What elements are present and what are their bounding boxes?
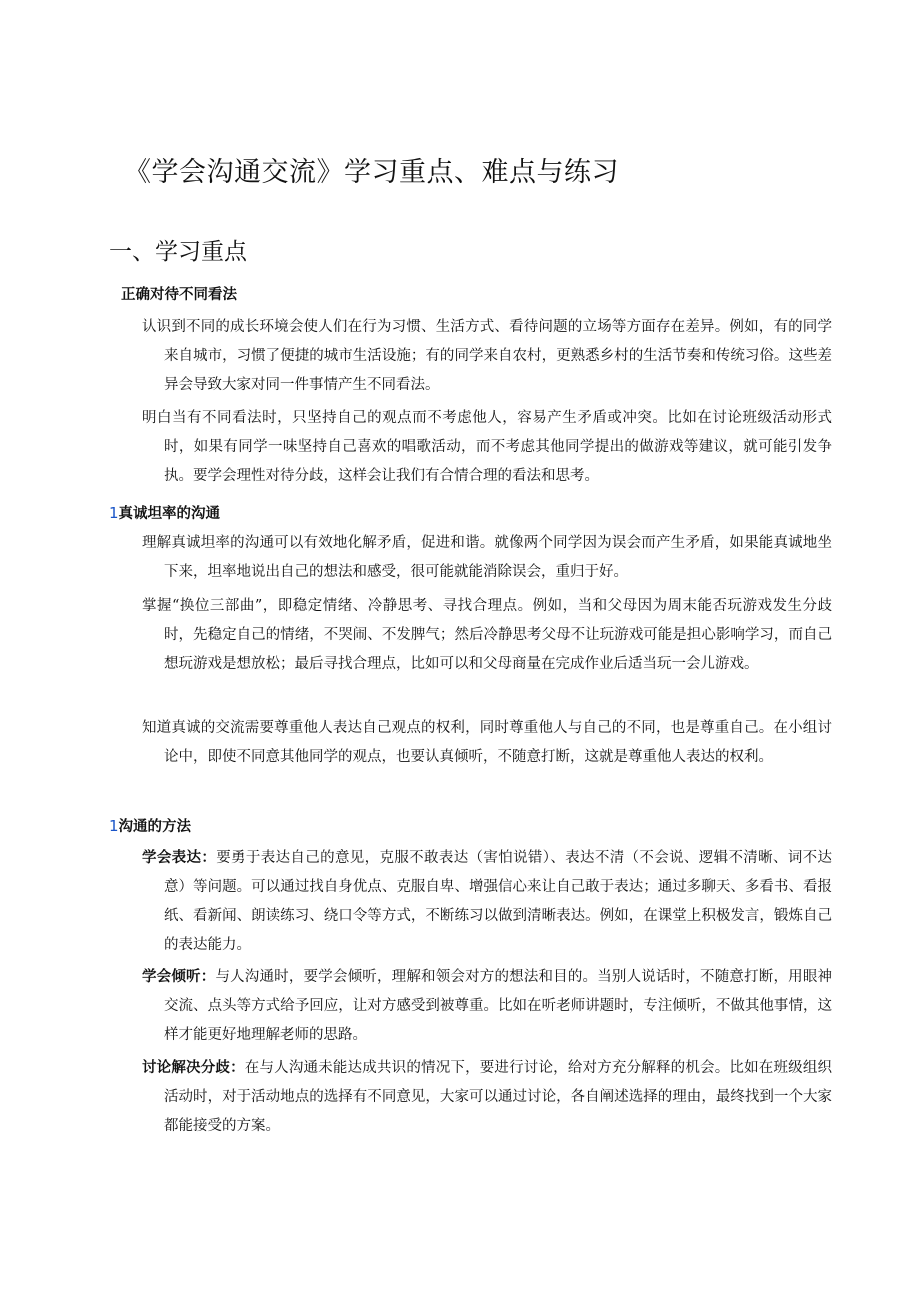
paragraph-discuss [142,1054,832,1141]
paragraph-body: 要勇于表达自己的意见，克服不敢表达（害怕说错）、表达不清（不会说、逻辑不清晰、词不达意）等问题。可以通过找自身优点、克服自卑、增强信心来让自己敢于表达；通过多聊天、多看书、看报纸、看新闻、朗读练习、绕口令等方式，不断练习以做到清晰表达。例如，在课堂上积极发言，锻炼自己的表达能力。 [164,850,833,953]
subheading-label: 正确对待不同看法 [121,287,237,303]
paragraph-express [142,844,832,960]
section-heading-study-focus: 一、学习重点 [109,239,247,265]
paragraph-lead: 学会表达： [142,850,217,866]
paragraph: 认识到不同的成长环境会使人们在行为习惯、生活方式、看待问题的立场等方面存在差异。例如，有的同学来自城市，习惯了便捷的城市生活设施；有的同学来自农村，更熟悉乡村的生活节奏和传统习俗。这些差异会导致大家对同一件事情产生不同看法。 [142,319,832,393]
paragraph: 理解真诚坦率的沟通可以有效地化解矛盾，促进和谐。就像两个同学因为误会而产生矛盾，如果能真诚地坐下来，坦率地说出自己的想法和感受，很可能就能消除误会，重归于好。 [142,535,832,580]
paragraph-lead: 讨论解决分歧： [142,1060,245,1076]
paragraph: 明白当有不同看法时，只坚持自己的观点而不考虑他人，容易产生矛盾或冲突。比如在讨论班级活动形式时，如果有同学一味坚持自己喜欢的唱歌活动，而不考虑其他同学提出的做游戏等建议，就可能引发争执。要学会理性对待分歧，这样会让我们有合情合理的看法和思考。 [142,410,832,484]
page-title: 《学会沟通交流》学习重点、难点与练习 [124,157,619,188]
subheading-communication-methods [109,815,191,836]
subheading-different-views [121,283,237,304]
paragraph-lead: 学会倾听： [142,969,216,985]
subheading-label: 沟通的方法 [118,819,192,835]
subheading-sincere-communication [109,502,220,523]
paragraph: 掌握“换位三部曲”，即稳定情绪、冷静思考、寻找合理点。例如，当和父母因为周末能否玩游戏发生分歧时，先稳定自己的情绪，不哭闹、不发脾气；然后冷静思考父母不让玩游戏可能是担心影响学习，而自己想玩游戏是想放松；最后寻找合理点，比如可以和父母商量在完成作业后适当玩一会儿游戏。 [142,598,832,672]
list-number: 1 [109,817,119,835]
paragraph-body: 在与人沟通未能达成共识的情况下，要进行讨论，给对方充分解释的机会。比如在班级组织活动时，对于活动地点的选择有不同意见，大家可以通过讨论，各自阐述选择的理由，最终找到一个大家都能接受的方案。 [164,1060,832,1134]
subheading-label: 真诚坦率的沟通 [118,506,221,522]
paragraph-listen [142,963,832,1050]
list-number: 1 [109,504,119,522]
paragraph: 知道真诚的交流需要尊重他人表达自己观点的权利，同时尊重他人与自己的不同，也是尊重自己。在小组讨论中，即使不同意其他同学的观点，也要认真倾听，不随意打断，这就是尊重他人表达的权利。 [142,720,832,765]
paragraph-body: 与人沟通时，要学会倾听，理解和领会对方的想法和目的。当别人说话时，不随意打断，用眼神交流、点头等方式给予回应，让对方感受到被尊重。比如在听老师讲题时，专注倾听，不做其他事情，这样才能更好地理解老师的思路。 [164,969,833,1043]
